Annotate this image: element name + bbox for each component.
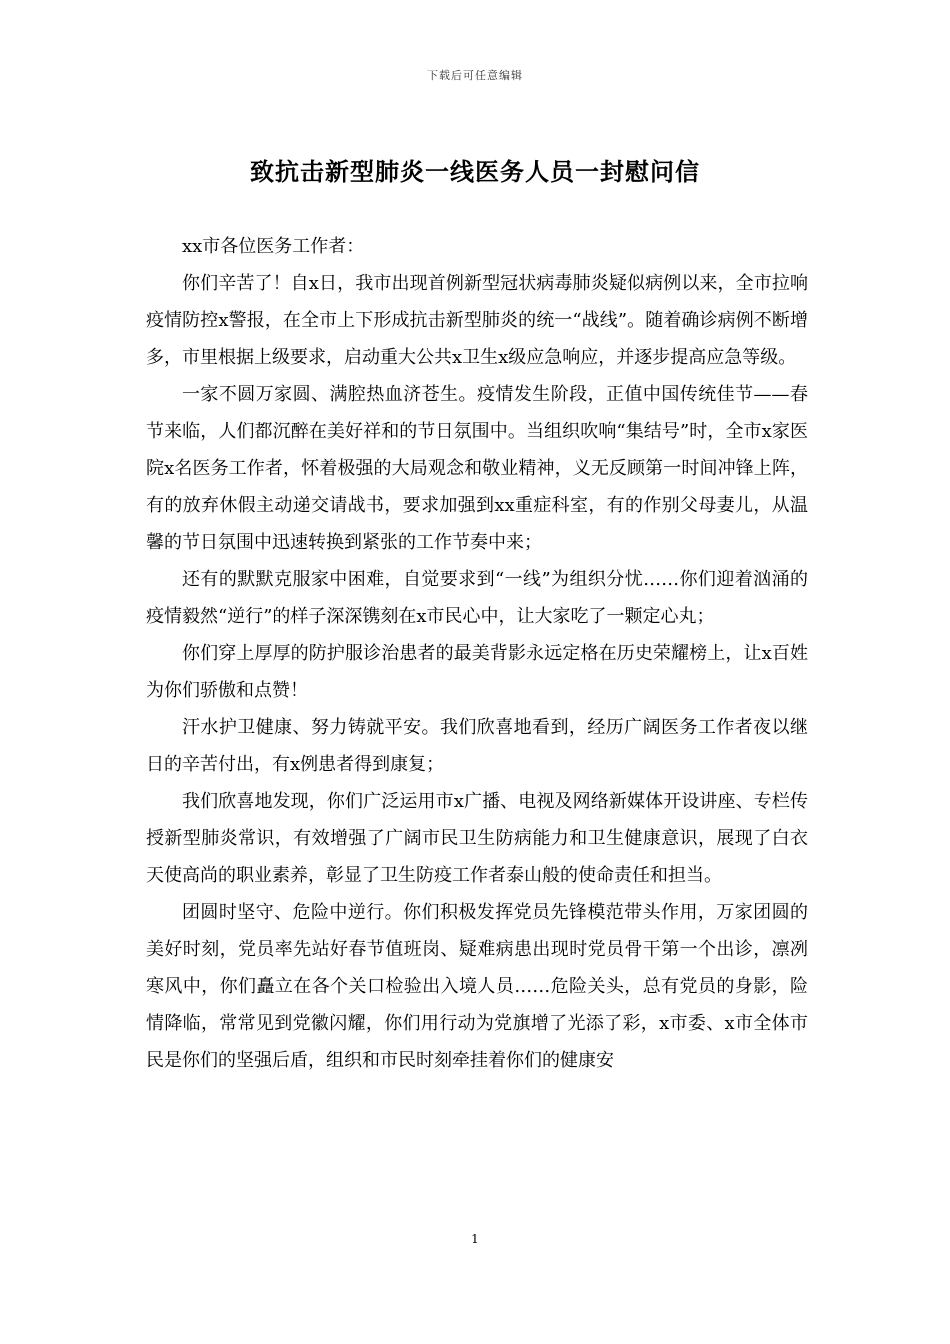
header-note: 下载后可任意编辑 [427, 69, 523, 82]
paragraph: 团圆时坚守、危险中逆行。你们积极发挥党员先锋模范带头作用，万家团圆的美好时刻，党员率先站好春节值班岗、疑难病患出现时党员骨干第一个出诊，凛冽寒风中，你们矗立在各个关口检验出入境人员……危险关头，总有党员的身影，险情降临，常常见到党徽闪耀，你们用行动为党旗增了光添了彩，x市委、x市全体市民是你们的坚强后盾，组织和市民时刻牵挂着你们的健康安 [146, 902, 808, 1071]
paragraph: 我们欣喜地发现，你们广泛运用市x广播、电视及网络新媒体开设讲座、专栏传授新型肺炎常识，有效增强了广阔市民卫生防病能力和卫生健康意识，展现了白衣天使高尚的职业素养，彰显了卫生防疫工作者泰山般的使命责任和担当。 [146, 791, 808, 886]
paragraph: 还有的默默克服家中困难，自觉要求到“一线”为组织分忧……你们迎着汹涌的疫情毅然“逆行”的样子深深镌刻在x市民心中，让大家吃了一颗定心丸； [146, 569, 808, 627]
salutation: xx市各位医务工作者： [182, 236, 365, 257]
paragraph: 你们穿上厚厚的防护服诊治患者的最美背影永远定格在历史荣耀榜上，让x百姓为你们骄傲和点赞！ [146, 643, 808, 701]
paragraph: 你们辛苦了！自x日，我市出现首例新型冠状病毒肺炎疑似病例以来，全市拉响疫情防控x警报，在全市上下形成抗击新型肺炎的统一“战线”。随着确诊病例不断增多，市里根据上级要求，启动重大公共x卫生x级应急响应，并逐步提高应急等级。 [146, 273, 808, 368]
paragraph: 一家不圆万家圆、满腔热血济苍生。疫情发生阶段，正值中国传统佳节——春节来临，人们都沉醉在美好祥和的节日氛围中。当组织吹响“集结号”时，全市x家医院x名医务工作者，怀着极强的大局观念和敬业精神，义无反顾第一时间冲锋上阵，有的放弃休假主动递交请战书，要求加强到xx重症科室，有的作别父母妻儿，从温馨的节日氛围中迅速转换到紧张的工作节奏中来； [146, 384, 808, 553]
page-number: 1 [471, 1232, 479, 1246]
paragraph: 汗水护卫健康、努力铸就平安。我们欣喜地看到，经历广阔医务工作者夜以继日的辛苦付出，有x例患者得到康复； [146, 717, 808, 775]
document-title: 致抗击新型肺炎一线医务人员一封慰问信 [250, 157, 700, 186]
letter-body [146, 228, 808, 1079]
